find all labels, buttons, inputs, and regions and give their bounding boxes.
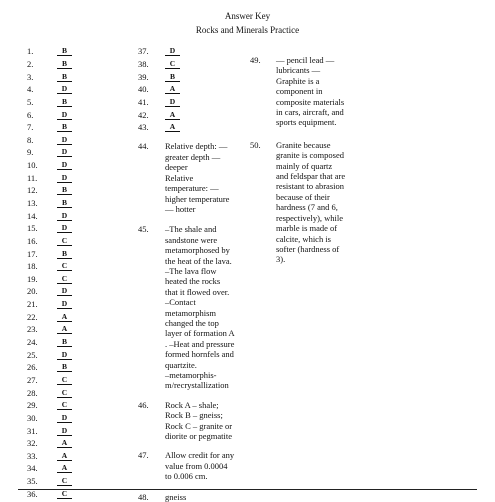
question-number: 30.: [27, 412, 38, 423]
answer-letter: D: [57, 173, 72, 183]
question-number: 40.: [138, 84, 149, 95]
question-number: 24.: [27, 337, 38, 348]
answer-row: [27, 386, 72, 399]
answer-line: Allow credit for any: [165, 450, 235, 461]
answer-letter: C: [57, 400, 72, 410]
answer-row: [27, 197, 72, 210]
answer-line: Granite because: [276, 139, 331, 150]
answers-column-2: [138, 45, 247, 502]
question-number: 16.: [27, 235, 38, 246]
question-number: 38.: [138, 58, 149, 69]
answer-letter: B: [57, 337, 72, 347]
question-number: 3.: [27, 71, 34, 82]
free-response-item: [250, 140, 376, 265]
answer-line: Rock B – gneiss;: [165, 410, 223, 421]
answer-letter: C: [57, 261, 72, 271]
answer-line: marble is made of: [276, 223, 338, 234]
question-number: 15.: [27, 223, 38, 234]
answer-row: [27, 424, 72, 437]
answer-letter: D: [57, 147, 72, 157]
answer-line: changed the top: [165, 317, 219, 328]
question-number: 7.: [27, 122, 34, 133]
answer-row: [27, 247, 72, 260]
answer-letter: B: [57, 249, 72, 259]
question-number: 26.: [27, 362, 38, 373]
question-number: 31.: [27, 425, 38, 436]
question-number: 5.: [27, 96, 34, 107]
answer-line: calcite, which is: [276, 233, 331, 244]
answer-letter: C: [57, 388, 72, 398]
answer-letter: D: [57, 110, 72, 120]
answer-letter: D: [57, 160, 72, 170]
answer-line: hardness (7 and 6,: [276, 202, 338, 213]
answer-row: [138, 108, 247, 121]
answer-letter: D: [57, 299, 72, 309]
answer-line: that it flowed over.: [165, 286, 230, 297]
answer-letter: D: [57, 350, 72, 360]
answer-row: [27, 133, 72, 146]
answer-row: [27, 361, 72, 374]
question-number: 19.: [27, 273, 38, 284]
answer-letter: A: [57, 451, 72, 461]
question-number: 32.: [27, 438, 38, 449]
answer-letter: B: [57, 362, 72, 372]
answer-line: and feldspar that are: [276, 171, 346, 182]
answer-row: [27, 475, 72, 488]
answer-letter: C: [165, 59, 180, 69]
question-number: 1.: [27, 46, 34, 57]
question-number: 4.: [27, 84, 34, 95]
answer-line: composite materials: [276, 96, 345, 107]
answer-letter: B: [57, 122, 72, 132]
answer-row: [27, 412, 72, 425]
answer-row: [138, 45, 247, 58]
answer-row: [138, 70, 247, 83]
answer-letter: D: [165, 97, 180, 107]
question-number: 13.: [27, 198, 38, 208]
answers-column-1: [27, 45, 72, 500]
question-number: 37.: [138, 46, 149, 57]
answer-row: [27, 323, 72, 336]
answer-text: [276, 55, 376, 128]
answer-line: –The lava flow: [165, 265, 217, 276]
answer-row: [27, 399, 72, 412]
question-number: 42.: [138, 109, 149, 120]
question-number: 25.: [27, 349, 38, 360]
free-response-item: [138, 450, 247, 481]
question-number: 12.: [27, 185, 38, 196]
answer-row: [27, 285, 72, 298]
question-number: 6.: [27, 109, 34, 120]
question-number: 33.: [27, 450, 38, 461]
answer-line: metamorphism: [165, 307, 216, 318]
answer-row: [27, 310, 72, 323]
answer-row: [27, 171, 72, 184]
answer-row: [27, 437, 72, 450]
question-number: 21.: [27, 299, 38, 310]
question-number: 27.: [27, 374, 38, 385]
answer-line: granite is composed: [276, 150, 344, 161]
answer-letter: C: [57, 489, 72, 499]
answer-line: metamorphosed by: [165, 245, 230, 256]
question-number: 47.: [138, 450, 149, 461]
answer-letter: D: [57, 286, 72, 296]
answer-letter: B: [165, 72, 180, 82]
answer-line: to 0.006 cm.: [165, 471, 208, 482]
answer-row: [138, 83, 247, 96]
answers-column-3: [250, 45, 376, 265]
answer-letter: D: [57, 84, 72, 94]
answer-letter: D: [165, 46, 180, 56]
question-number: 20.: [27, 286, 38, 297]
question-number: 41.: [138, 96, 149, 107]
answer-line: formed hornfels and: [165, 349, 234, 360]
answer-row: [27, 146, 72, 159]
answer-line: sandstone were: [165, 234, 218, 245]
answer-line: deeper: [165, 162, 188, 173]
answer-line: Graphite is a: [276, 75, 320, 86]
answer-line: — pencil lead —: [276, 55, 335, 65]
answer-row: [27, 83, 72, 96]
footer-divider: [18, 489, 477, 490]
answer-line: layer of formation A: [165, 328, 235, 339]
answer-letter: D: [57, 211, 72, 221]
question-number: 10.: [27, 160, 38, 171]
answer-row: [138, 58, 247, 71]
free-response-item: [138, 141, 247, 214]
answer-letter: A: [165, 110, 180, 120]
answer-letter: C: [57, 274, 72, 284]
question-number: 22.: [27, 311, 38, 322]
answer-row: [27, 108, 72, 121]
answer-row: [27, 348, 72, 361]
answer-letter: D: [57, 413, 72, 423]
answer-row: [27, 58, 72, 71]
answer-line: quartzite.: [165, 359, 197, 370]
question-number: 50.: [250, 139, 261, 150]
answer-row: [27, 209, 72, 222]
answer-line: component in: [276, 86, 323, 97]
question-number: 11.: [27, 172, 38, 183]
answer-line: because of their: [276, 191, 330, 202]
question-number: 2.: [27, 58, 34, 69]
answer-line: higher temperature: [165, 193, 230, 204]
answer-row: [27, 70, 72, 83]
answer-line: Relative: [165, 172, 194, 183]
answer-letter: C: [57, 236, 72, 246]
answer-line: Rock C – granite or: [165, 420, 233, 431]
answer-row: [27, 450, 72, 463]
answer-row: [27, 298, 72, 311]
answer-line: the heat of the lava.: [165, 255, 232, 266]
answer-letter: B: [57, 185, 72, 195]
answer-row: [27, 184, 72, 197]
page-subtitle: Rocks and Minerals Practice: [195, 25, 300, 35]
page-title: Answer Key: [224, 11, 271, 21]
question-number: 18.: [27, 261, 38, 272]
question-number: 34.: [27, 463, 38, 474]
answer-line: — hotter: [165, 203, 196, 214]
free-response-item: [138, 400, 247, 442]
answer-line: mainly of quartz: [276, 160, 333, 171]
answer-text: [276, 140, 376, 265]
answer-letter: A: [57, 463, 72, 473]
answer-letter: C: [57, 476, 72, 486]
answer-line: –Contact: [165, 297, 196, 308]
answer-letter: D: [57, 426, 72, 436]
answer-line: lubricants —: [276, 65, 321, 76]
question-number: 9.: [27, 147, 34, 158]
answer-letter: A: [57, 324, 72, 334]
question-number: 29.: [27, 400, 38, 411]
answer-row: [27, 374, 72, 387]
question-number: 49.: [250, 55, 261, 65]
free-response-item: [138, 492, 247, 502]
question-number: 14.: [27, 210, 38, 221]
answer-line: respectively), while: [276, 212, 344, 223]
answer-row: [27, 336, 72, 349]
answer-row: [138, 96, 247, 109]
question-number: 44.: [138, 141, 149, 152]
answer-line: greater depth —: [165, 151, 221, 162]
answer-line: –metamorphis-: [165, 370, 217, 381]
answer-row: [27, 121, 72, 134]
free-response-item: [138, 224, 247, 391]
answer-letter: B: [57, 97, 72, 107]
answer-line: diorite or pegmatite: [165, 431, 233, 442]
answer-text: [165, 450, 247, 481]
question-number: 28.: [27, 387, 38, 398]
answer-letter: A: [57, 438, 72, 448]
answer-letter: A: [165, 122, 180, 132]
answer-letter: B: [57, 46, 72, 56]
answer-row: [27, 273, 72, 286]
answer-row: [27, 462, 72, 475]
answer-text: [165, 141, 247, 214]
question-number: 43.: [138, 122, 149, 133]
answer-letter: D: [57, 223, 72, 233]
question-number: 8.: [27, 134, 34, 145]
question-number: 23.: [27, 324, 38, 335]
answer-text: [165, 224, 247, 391]
answer-line: –The shale and: [165, 224, 217, 235]
answer-line: m/recrystallization: [165, 380, 229, 391]
answer-line: softer (hardness of: [276, 243, 340, 254]
answer-letter: B: [57, 59, 72, 69]
answer-line: resistant to abrasion: [276, 181, 344, 192]
answer-row: [27, 96, 72, 109]
free-response-item: [250, 55, 376, 128]
answer-line: gneiss: [165, 491, 187, 502]
question-number: 17.: [27, 248, 38, 259]
answer-letter: A: [57, 312, 72, 322]
answer-row: [27, 159, 72, 172]
answer-line: in cars, aircraft, and: [276, 107, 344, 118]
answer-letter: D: [57, 135, 72, 145]
answer-line: Relative depth: —: [165, 141, 228, 152]
question-number: 35.: [27, 476, 38, 487]
question-number: 46.: [138, 399, 149, 410]
answer-row: [27, 222, 72, 235]
answer-line: temperature: —: [165, 183, 219, 194]
answer-line: Rock A – shale;: [165, 399, 219, 410]
answer-line: sports equipment.: [276, 117, 337, 128]
question-number: 36.: [27, 488, 38, 499]
answer-letter: B: [57, 72, 72, 82]
answer-row: [27, 45, 72, 58]
answer-line: heated the rocks: [165, 276, 221, 287]
question-number: 39.: [138, 71, 149, 82]
answer-line: value from 0.0004: [165, 460, 228, 471]
answer-line: . –Heat and pressure: [165, 338, 235, 349]
answer-line: 3).: [276, 254, 286, 265]
question-number: 45.: [138, 224, 149, 235]
answer-text: [165, 400, 247, 442]
answer-letter: A: [165, 84, 180, 94]
answer-row: [138, 121, 247, 134]
answer-row: [27, 260, 72, 273]
question-number: 48.: [138, 491, 149, 502]
answer-text: [165, 492, 247, 502]
answer-letter: B: [57, 198, 72, 208]
answer-row: [27, 235, 72, 248]
answer-letter: C: [57, 375, 72, 385]
